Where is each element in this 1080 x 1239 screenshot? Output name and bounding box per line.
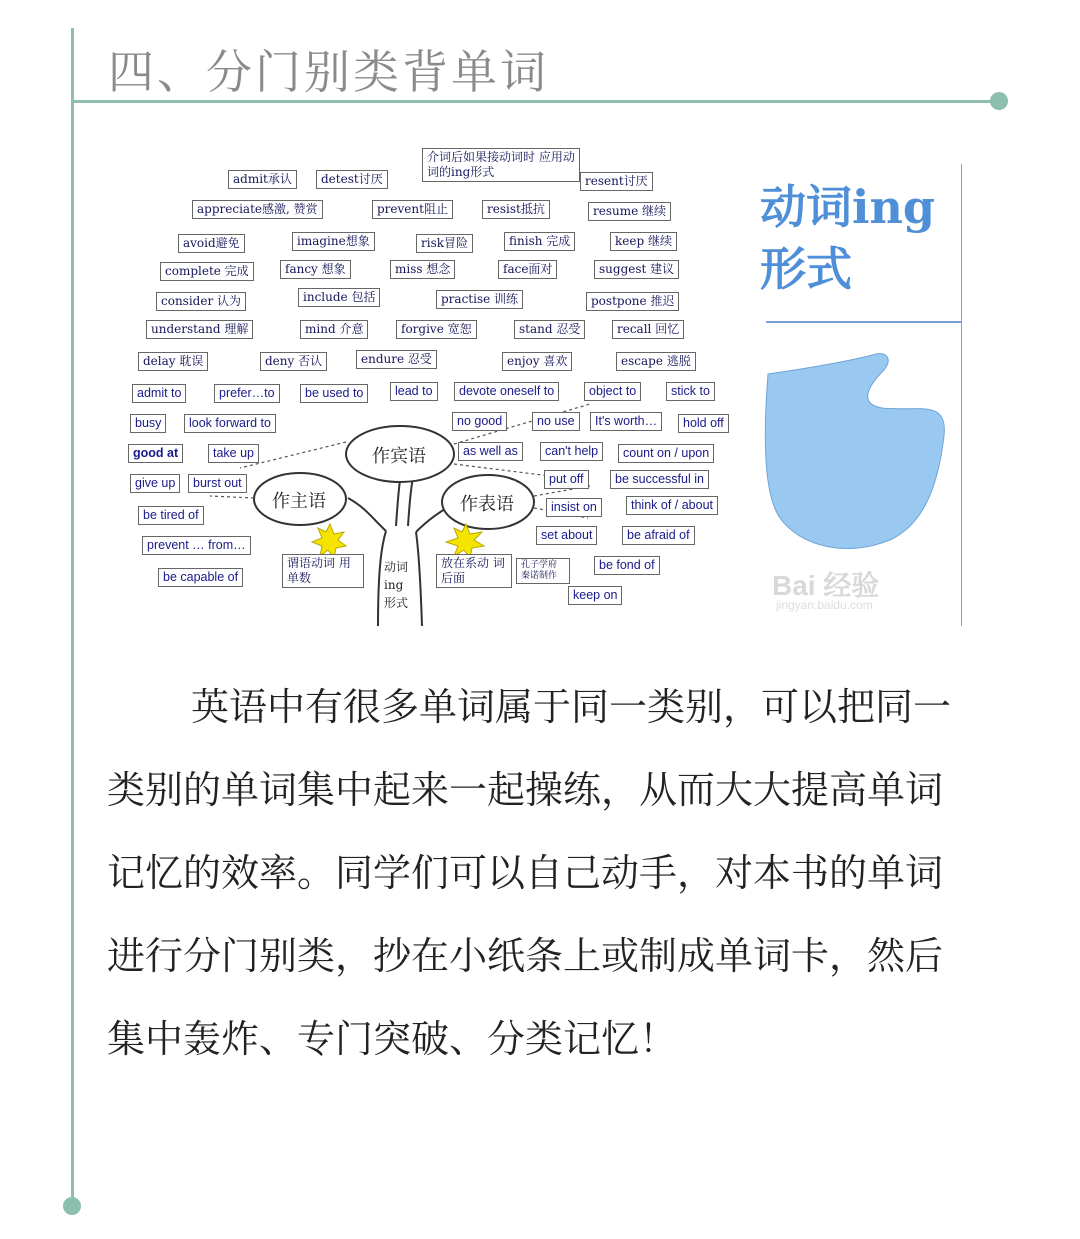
root-right-box: 放在系动 词后面 bbox=[436, 554, 512, 588]
phrase-box: keep on bbox=[568, 586, 622, 605]
phrase-box: insist on bbox=[546, 498, 602, 517]
phrase-box: good at bbox=[128, 444, 183, 463]
verb-box: resume 继续 bbox=[588, 202, 671, 221]
section-title: 四、分门别类背单词 bbox=[108, 45, 549, 99]
phrase-box: look forward to bbox=[184, 414, 276, 433]
burst-left bbox=[312, 524, 346, 558]
phrase-box: burst out bbox=[188, 474, 247, 493]
phrase-box: hold off bbox=[678, 414, 729, 433]
verb-box: face面对 bbox=[498, 260, 557, 279]
verb-box: appreciate感激, 赞赏 bbox=[192, 200, 323, 219]
verb-box: imagine想象 bbox=[292, 232, 375, 251]
verb-box: resist抵抗 bbox=[482, 200, 550, 219]
verb-box: suggest 建议 bbox=[594, 260, 679, 279]
baidu-watermark: Bai 经验 bbox=[772, 570, 880, 601]
verb-box: understand 理解 bbox=[146, 320, 253, 339]
verb-box: practise 训练 bbox=[436, 290, 523, 309]
phrase-box: no use bbox=[532, 412, 580, 431]
oval-label-object: 作宾语 bbox=[372, 446, 426, 467]
phrase-box: be fond of bbox=[594, 556, 660, 575]
verb-box: delay 耽误 bbox=[138, 352, 208, 371]
root-left-box: 谓语动词 用单数 bbox=[282, 554, 364, 588]
phrase-box: lead to bbox=[390, 382, 438, 401]
verb-box: forgive 宽恕 bbox=[396, 320, 477, 339]
body-paragraph: 英语中有很多单词属于同一类别，可以把同一类别的单词集中起来一起操练，从而大大提高单词记忆的效率。同学们可以自己动手，对本书的单词进行分门别类，抄在小纸条上或制成单词卡，然后集中轰炸、专门突破、分类记忆！ bbox=[107, 685, 952, 1061]
phrase-box: give up bbox=[130, 474, 180, 493]
phrase-box: prefer…to bbox=[214, 384, 280, 403]
oval-label-predicative: 作表语 bbox=[460, 494, 514, 515]
blob-shape bbox=[765, 354, 944, 549]
baidu-watermark-url: jingyan.baidu.com bbox=[776, 598, 873, 612]
verb-box: mind 介意 bbox=[300, 320, 368, 339]
verb-box: detest讨厌 bbox=[316, 170, 388, 189]
verb-box: deny 否认 bbox=[260, 352, 327, 371]
verb-box: fancy 想象 bbox=[280, 260, 351, 279]
header-box: 介词后如果接动词时 应用动词的ing形式 bbox=[422, 148, 580, 182]
phrase-box: no good bbox=[452, 412, 507, 431]
phrase-box: devote oneself to bbox=[454, 382, 559, 401]
phrase-box: be afraid of bbox=[622, 526, 695, 545]
phrase-box: prevent … from… bbox=[142, 536, 251, 555]
verb-box: miss 想念 bbox=[390, 260, 455, 279]
phrase-box: be used to bbox=[300, 384, 368, 403]
verb-box: resent讨厌 bbox=[580, 172, 653, 191]
oval-label-subject: 作主语 bbox=[272, 491, 326, 512]
body-text bbox=[107, 666, 967, 1081]
verb-box: complete 完成 bbox=[160, 262, 254, 281]
phrase-box: It's worth… bbox=[590, 412, 662, 431]
verb-box: endure 忍受 bbox=[356, 350, 437, 369]
left-accent-line bbox=[71, 28, 74, 1206]
phrase-box: put off bbox=[544, 470, 589, 489]
credit-box: 孔子学府 秦诺制作 bbox=[516, 558, 570, 584]
verb-box: admit承认 bbox=[228, 170, 297, 189]
phrase-box: set about bbox=[536, 526, 597, 545]
side-title-line2: 形式 bbox=[760, 242, 852, 296]
phrase-box: take up bbox=[208, 444, 259, 463]
phrase-box: object to bbox=[584, 382, 641, 401]
phrase-box: busy bbox=[130, 414, 166, 433]
side-title-line1: 动词ing bbox=[760, 180, 936, 234]
accent-line-end-dot bbox=[63, 1197, 81, 1215]
verb-box: recall 回忆 bbox=[612, 320, 684, 339]
phrase-box: can't help bbox=[540, 442, 603, 461]
verb-box: finish 完成 bbox=[504, 232, 575, 251]
phrase-box: be successful in bbox=[610, 470, 709, 489]
verb-box: avoid避免 bbox=[178, 234, 245, 253]
verb-ing-diagram bbox=[120, 146, 962, 626]
verb-box: escape 逃脱 bbox=[616, 352, 696, 371]
verb-box: postpone 推迟 bbox=[586, 292, 679, 311]
side-title bbox=[760, 176, 960, 300]
phrase-box: admit to bbox=[132, 384, 186, 403]
phrase-box: count on / upon bbox=[618, 444, 714, 463]
phrase-box: think of / about bbox=[626, 496, 718, 515]
verb-box: stand 忍受 bbox=[514, 320, 585, 339]
phrase-box: as well as bbox=[458, 442, 523, 461]
verb-box: include 包括 bbox=[298, 288, 380, 307]
verb-box: prevent阻止 bbox=[372, 200, 453, 219]
verb-box: consider 认为 bbox=[156, 292, 246, 311]
phrase-box: be capable of bbox=[158, 568, 243, 587]
underline-end-dot bbox=[990, 92, 1008, 110]
verb-box: keep 继续 bbox=[610, 232, 677, 251]
phrase-box: be tired of bbox=[138, 506, 204, 525]
verb-box: risk冒险 bbox=[416, 234, 473, 253]
trunk-label: 动词 ing 形式 bbox=[384, 560, 409, 610]
verb-box: enjoy 喜欢 bbox=[502, 352, 572, 371]
phrase-box: stick to bbox=[666, 382, 715, 401]
